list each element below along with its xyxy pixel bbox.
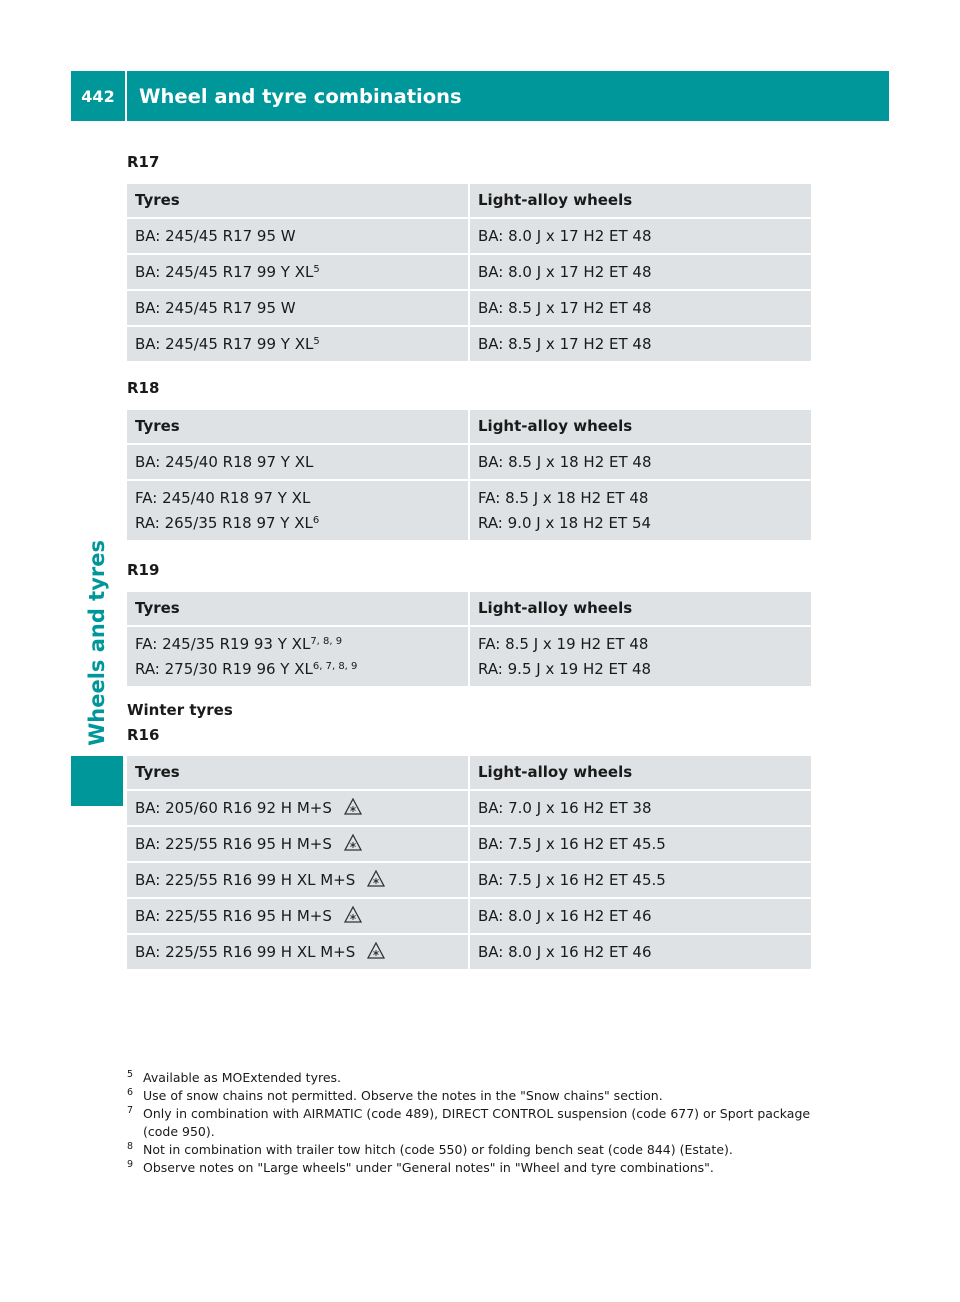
column-header-wheels: Light-alloy wheels: [469, 184, 811, 218]
page-title: Wheel and tyre combinations: [139, 84, 462, 108]
column-header-tyres: Tyres: [127, 592, 469, 626]
snowflake-mountain-icon: [367, 870, 385, 888]
wheel-cell: BA: 8.0 J x 16 H2 ET 46: [469, 898, 811, 934]
section-label-r19: R19: [127, 561, 160, 579]
chapter-label: Wheels and tyres: [85, 540, 109, 746]
footnote-text: Observe notes on "Large wheels" under "General notes" in "Wheel and tyre combinations".: [143, 1160, 714, 1175]
wheel-cell: BA: 8.5 J x 17 H2 ET 48: [469, 326, 811, 362]
table-r18: [127, 410, 811, 542]
section-heading-winter-tyres: Winter tyres: [127, 701, 233, 719]
column-header-wheels: Light-alloy wheels: [469, 410, 811, 444]
footnote-ref: 5: [313, 264, 320, 275]
table-row: [127, 254, 811, 290]
table-row: [127, 862, 811, 898]
table-header-row: [127, 756, 811, 790]
table-row: [127, 826, 811, 862]
page-header: [71, 71, 889, 121]
table-row: [127, 626, 811, 687]
snowflake-mountain-icon: [344, 834, 362, 852]
tyre-cell: [127, 790, 469, 826]
table-row: [127, 934, 811, 970]
column-header-wheels: Light-alloy wheels: [469, 592, 811, 626]
table-r19: [127, 592, 811, 688]
footnote-6: [127, 1087, 817, 1105]
table-row: [127, 444, 811, 480]
footnote-text: Not in combination with trailer tow hitch (code 550) or folding bench seat (code 844) (Estate).: [143, 1142, 733, 1157]
column-header-tyres: Tyres: [127, 756, 469, 790]
footnote-ref: 7, 8, 9: [310, 636, 343, 647]
wheel-front-axle: FA: 8.5 J x 18 H2 ET 48: [478, 489, 649, 507]
wheel-cell: BA: 8.5 J x 17 H2 ET 48: [469, 290, 811, 326]
column-header-wheels: Light-alloy wheels: [469, 756, 811, 790]
chapter-marker: [71, 756, 123, 806]
footnote-8: [127, 1141, 817, 1159]
footnote-text: Only in combination with AIRMATIC (code 489), DIRECT CONTROL suspension (code 677) or Sport package: [143, 1106, 811, 1121]
tyre-spec: BA: 245/45 R17 99 Y XL: [135, 335, 314, 353]
column-header-tyres: Tyres: [127, 184, 469, 218]
footnote-text: Available as MOExtended tyres.: [143, 1070, 342, 1085]
tyre-cell: [127, 862, 469, 898]
footnote-text: Use of snow chains not permitted. Observe the notes in the "Snow chains" section.: [143, 1088, 663, 1103]
tyre-spec: BA: 225/55 R16 95 H M+S: [135, 835, 332, 853]
wheel-cell: BA: 7.5 J x 16 H2 ET 45.5: [469, 862, 811, 898]
tyre-front-axle: FA: 245/35 R19 93 Y XL: [135, 635, 311, 653]
footnote-number: 6: [127, 1087, 134, 1098]
footnote-ref: 6: [312, 515, 320, 526]
tyre-spec: BA: 205/60 R16 92 H M+S: [135, 799, 332, 817]
tyre-spec: BA: 245/45 R17 95 W: [135, 227, 296, 245]
tyre-cell: [127, 626, 469, 687]
tyre-spec: BA: 225/55 R16 99 H XL M+S: [135, 943, 356, 961]
table-row: [127, 326, 811, 362]
table-row: [127, 218, 811, 254]
tyre-spec: BA: 225/55 R16 99 H XL M+S: [135, 871, 356, 889]
footnote-9: [127, 1159, 817, 1177]
wheel-cell: BA: 8.0 J x 16 H2 ET 46: [469, 934, 811, 970]
snowflake-mountain-icon: [344, 906, 362, 924]
wheel-cell: BA: 7.5 J x 16 H2 ET 45.5: [469, 826, 811, 862]
column-header-tyres: Tyres: [127, 410, 469, 444]
wheel-cell: BA: 8.0 J x 17 H2 ET 48: [469, 218, 811, 254]
table-row: [127, 790, 811, 826]
tyre-front-axle-line: [135, 632, 460, 657]
tyre-cell: [127, 290, 469, 326]
snowflake-mountain-icon: [344, 798, 362, 816]
tyre-spec: BA: 245/45 R17 95 W: [135, 299, 296, 317]
wheel-cell: BA: 7.0 J x 16 H2 ET 38: [469, 790, 811, 826]
table-header-row: [127, 410, 811, 444]
chapter-side-tab: [71, 130, 123, 746]
tyre-cell: BA: 245/40 R18 97 Y XL: [127, 444, 469, 480]
tyre-cell: [127, 826, 469, 862]
tyre-rear-axle-line: [135, 511, 460, 536]
wheel-cell: [469, 626, 811, 687]
tyre-rear-axle: RA: 275/30 R19 96 Y XL: [135, 660, 313, 678]
wheel-cell: BA: 8.5 J x 18 H2 ET 48: [469, 444, 811, 480]
tyre-spec: BA: 225/55 R16 95 H M+S: [135, 907, 332, 925]
table-row: [127, 290, 811, 326]
table-winter-r16: [127, 756, 811, 971]
footnote-7: [127, 1105, 817, 1141]
tyre-rear-axle-line: [135, 657, 460, 682]
snowflake-mountain-icon: [367, 942, 385, 960]
table-header-row: [127, 592, 811, 626]
footnote-ref: 6, 7, 8, 9: [312, 661, 358, 672]
tyre-cell: [127, 898, 469, 934]
wheel-rear-axle: RA: 9.5 J x 19 H2 ET 48: [478, 660, 652, 678]
footnote-number: 8: [127, 1141, 134, 1152]
table-header-row: [127, 184, 811, 218]
tyre-cell: [127, 934, 469, 970]
section-label-r18: R18: [127, 379, 160, 397]
tyre-cell: [127, 218, 469, 254]
wheel-front-axle: FA: 8.5 J x 19 H2 ET 48: [478, 635, 649, 653]
footnotes: [127, 1069, 817, 1177]
footnote-ref: 5: [313, 336, 320, 347]
tyre-spec: BA: 245/45 R17 99 Y XL: [135, 263, 314, 281]
page-number: 442: [71, 71, 127, 121]
table-row: [127, 480, 811, 541]
wheel-cell: BA: 8.0 J x 17 H2 ET 48: [469, 254, 811, 290]
tyre-front-axle: FA: 245/40 R18 97 Y XL: [135, 489, 311, 507]
footnote-number: 9: [127, 1159, 134, 1170]
wheel-cell: [469, 480, 811, 541]
section-label-r17: R17: [127, 153, 160, 171]
tyre-cell: [127, 254, 469, 290]
tyre-rear-axle: RA: 265/35 R18 97 Y XL: [135, 514, 313, 532]
footnote-number: 5: [127, 1069, 134, 1080]
section-label-r16: R16: [127, 726, 160, 744]
footnote-text-continued: (code 950).: [143, 1124, 215, 1139]
table-r17: [127, 184, 811, 363]
tyre-cell: [127, 480, 469, 541]
table-row: [127, 898, 811, 934]
footnote-5: [127, 1069, 817, 1087]
wheel-rear-axle: RA: 9.0 J x 18 H2 ET 54: [478, 514, 652, 532]
footnote-number: 7: [127, 1105, 134, 1116]
tyre-cell: [127, 326, 469, 362]
